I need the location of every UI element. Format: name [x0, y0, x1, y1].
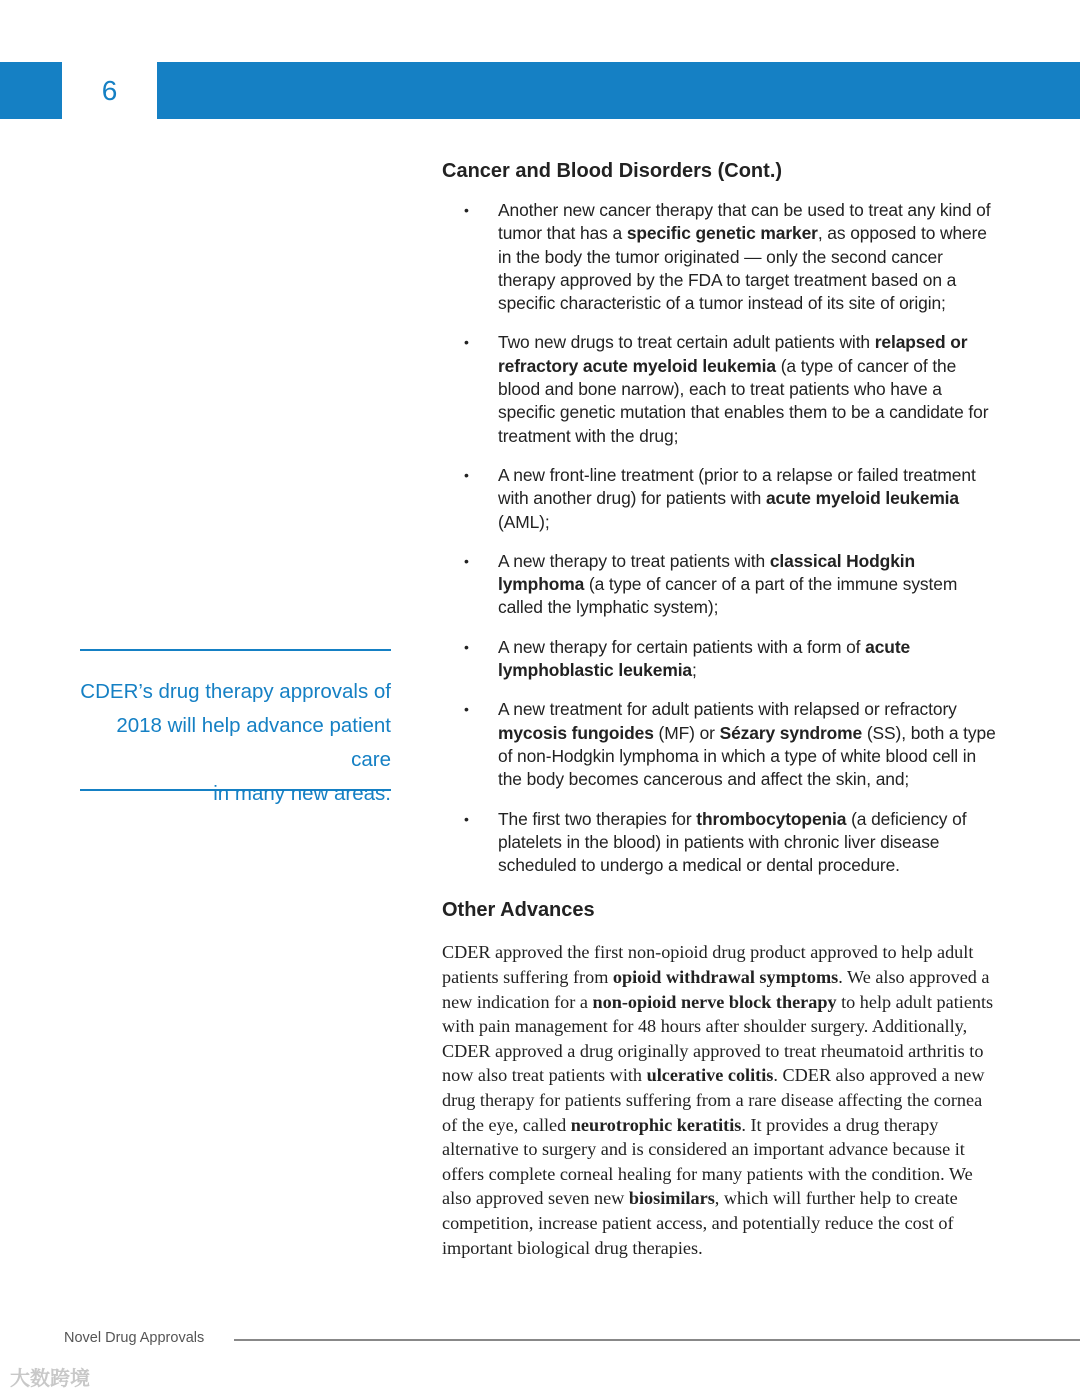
pull-quote-line: 2018 will help advance patient care	[116, 714, 391, 771]
text-run: (SS), both a type of non-Hodgkin lymphoma in which a type of white blood cell in the body becomes cancerous and affect the skin, and;	[498, 722, 996, 790]
text-run: (AML);	[498, 511, 550, 532]
bold-term: non-opioid nerve block therapy	[592, 991, 837, 1012]
footer-label: Novel Drug Approvals	[64, 1330, 205, 1346]
bullet-list	[442, 199, 1002, 877]
bullet-dot-icon: •	[464, 334, 469, 351]
text-run: , as opposed to where in the body the tumor originated — only the second cancer therapy approved by the FDA to target treatment based on a specific characteristic of a tumor instead of its site of origin;	[498, 223, 987, 314]
text-run: . CDER also approved a new drug therapy for patients suffering from a rare disease affecting the cornea of the eye, called	[442, 1065, 985, 1135]
bullet-item	[442, 331, 1002, 447]
bold-term: neurotrophic keratitis	[570, 1114, 742, 1135]
header-bar-left	[0, 62, 62, 119]
bullet-dot-icon: •	[464, 638, 469, 655]
text-run: (MF) or	[653, 722, 720, 743]
bold-term: thrombocytopenia	[696, 808, 847, 829]
bold-term: acute myeloid leukemia	[765, 488, 959, 509]
section-heading-cancer: Cancer and Blood Disorders (Cont.)	[442, 160, 783, 182]
text-run: (a deficiency of platelets in the blood) in patients with chronic liver disease scheduled to undergo a medical or dental procedure.	[498, 808, 967, 876]
header-bar-right	[157, 62, 1080, 119]
bullet-item	[442, 550, 1002, 620]
pull-quote	[80, 649, 391, 805]
text-run: The first two therapies for	[498, 808, 697, 829]
bullet-item	[442, 808, 1002, 878]
bold-term: biosimilars	[628, 1188, 715, 1209]
bullet-item	[442, 636, 1002, 683]
text-run: Another new cancer therapy that can be used to treat any kind of tumor that has a	[498, 200, 991, 244]
bold-term: opioid withdrawal symptoms	[612, 967, 839, 988]
text-run: Two new drugs to treat certain adult patients with	[498, 332, 875, 353]
bold-term: specific genetic marker	[626, 223, 818, 244]
bullet-dot-icon: •	[464, 202, 469, 218]
text-run: to help adult patients with pain management for 48 hours after shoulder surgery. Additionally, CDER approved a drug originally approved to treat rheumatoid arthritis to now also treat patients with	[442, 991, 994, 1086]
text-run: . We also approved a new indication for a	[442, 967, 990, 1012]
main-content	[442, 160, 1002, 1260]
text-run: A new treatment for adult patients with relapsed or refractory	[498, 699, 957, 720]
pull-quote-line: CDER’s drug therapy approvals of	[80, 680, 391, 703]
bullet-item	[442, 464, 1002, 534]
bullet-item	[442, 199, 1002, 315]
bold-term: acute lymphoblastic leukemia	[498, 636, 911, 681]
text-run: (a type of cancer of the blood and bone narrow), each to treat patients who have a specific genetic mutation that enables them to be a candidate for treatment with the drug;	[498, 355, 989, 446]
bold-term: Sézary syndrome	[719, 722, 863, 743]
other-advances-paragraph	[442, 940, 998, 1260]
text-run: A new therapy for certain patients with a form of	[498, 636, 866, 657]
bullet-dot-icon: •	[464, 466, 469, 483]
bold-term: classical Hodgkin lymphoma	[498, 550, 916, 595]
text-run: . It provides a drug therapy alternative to surgery and is considered an important advance because it offers complete corneal healing for many patients with the condition. We also approved seven new	[442, 1114, 973, 1209]
pull-quote-text	[71, 675, 391, 811]
bold-term: relapsed or refractory acute myeloid leukemia	[498, 332, 968, 376]
bullet-dot-icon: •	[464, 701, 469, 718]
text-run: (a type of cancer of a part of the immune system called the lymphatic system);	[498, 574, 958, 618]
text-run: A new front-line treatment (prior to a relapse or failed treatment with another drug) for patients with	[498, 464, 976, 509]
text-run: CDER approved the first non-opioid drug product approved to help adult patients suffering from	[442, 942, 974, 988]
footer-rule	[234, 1339, 1080, 1341]
text-run: A new therapy to treat patients with	[498, 550, 770, 571]
bullet-dot-icon: •	[464, 552, 469, 569]
text-run: , which will further help to create competition, increase patient access, and potentially reduce the cost of important biological drug therapies.	[442, 1188, 958, 1258]
bullet-dot-icon: •	[464, 810, 469, 827]
page-number: 6	[101, 74, 118, 106]
watermark: 大数跨境	[10, 1368, 90, 1390]
pull-quote-line: in many new areas.	[213, 782, 391, 805]
bold-term: ulcerative colitis	[646, 1065, 774, 1086]
bold-term: mycosis fungoides	[498, 722, 654, 743]
text-run: ;	[692, 660, 697, 681]
section-heading-other-advances: Other Advances	[442, 899, 595, 922]
bullet-item	[442, 698, 1002, 791]
